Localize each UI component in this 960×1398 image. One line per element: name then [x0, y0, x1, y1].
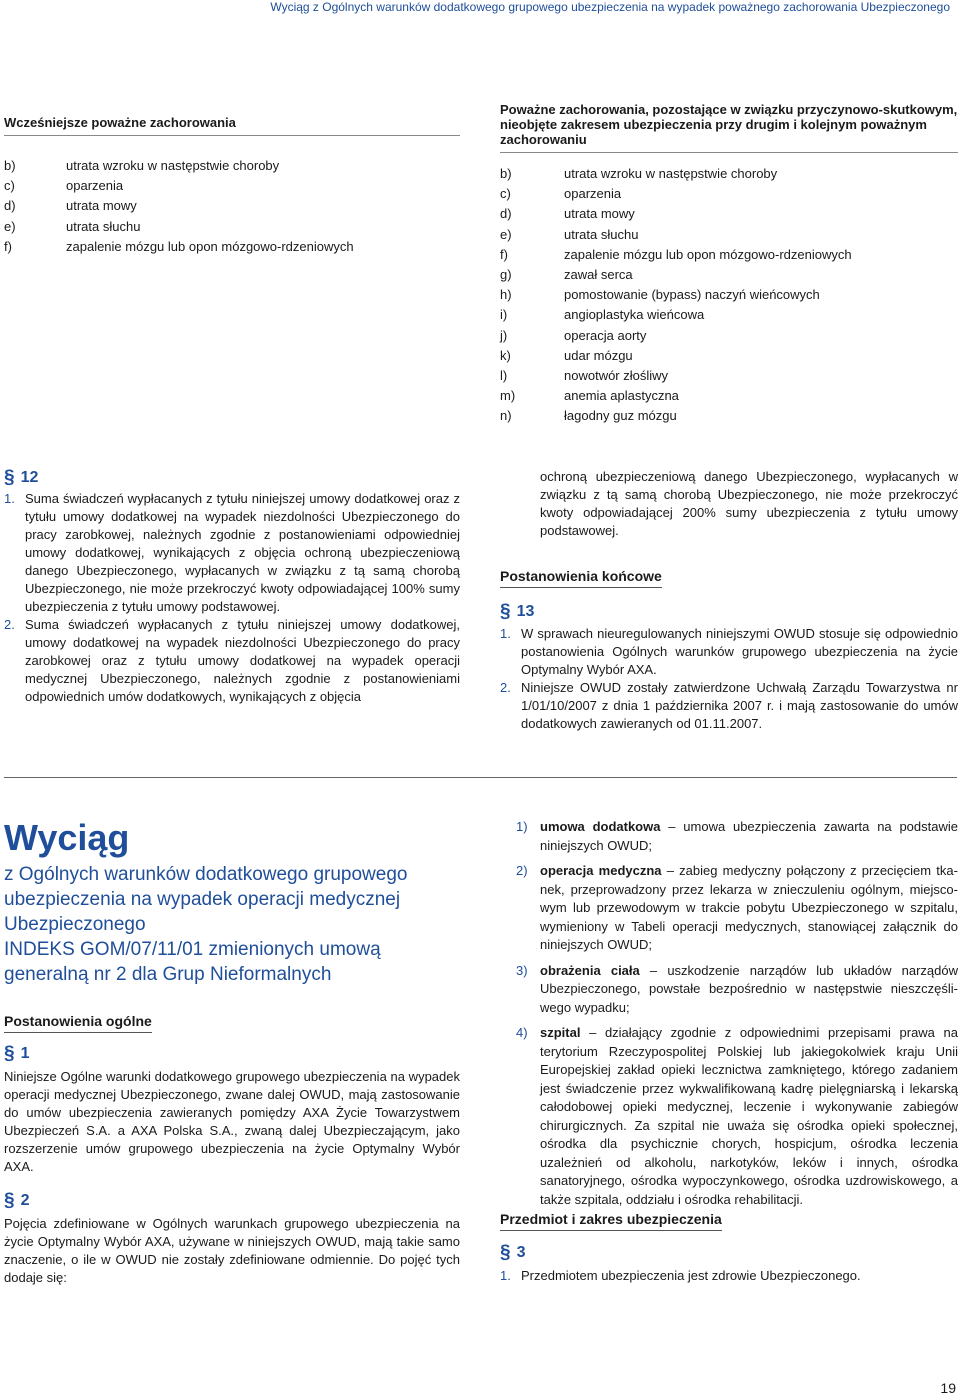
disease-item [500, 326, 958, 346]
disease-item [4, 176, 460, 196]
section-12-items [4, 490, 460, 706]
section-1-text: Niniejsze Ogólne warunki dodatkowego grupowego ubezpieczenia na wypadek operacji medycznej Ubezpieczonego, zwane dalej OWUD, mają zastosowanie do umów ubezpieczenia zawieranych pomiędzy AXA Życie Towarzystwem Ubezpieczeń S.A. a AXA Polska S.A., zwaną dalej Ubezpieczającym, jako rozszerzenie umów grupowego ubezpieczenia na życie Optymalny Wybór AXA. [4, 1069, 460, 1174]
disease-item [500, 184, 958, 204]
disease-letter: g) [500, 266, 512, 282]
disease-letter: m) [500, 388, 516, 404]
section-divider [4, 777, 957, 778]
extract-subtitle [4, 862, 460, 987]
section-sign-icon: § [500, 1242, 511, 1263]
definition-term: umowa dodatkowa [540, 819, 661, 834]
section-3-number: 3 [516, 1244, 526, 1261]
disease-name: zawał serca [564, 266, 633, 282]
disease-item [4, 237, 460, 257]
disease-name: utrata słuchu [66, 218, 141, 234]
disease-item [500, 245, 958, 265]
section-1-heading [4, 1044, 460, 1064]
disease-letter: c) [500, 186, 511, 202]
disease-letter: l) [500, 367, 508, 383]
section-13-heading [500, 602, 958, 622]
disease-name: utrata mowy [66, 198, 137, 214]
section-12-continuation-text: ochroną ubezpieczeniową danego Ubezpieczonego, wypłacanych w związku z tą samą chorobą Ubezpieczonego, nie może przekroczyć kwoty odpowiadającej 200% sumy ubezpieczenia z tytułu umowy podstawowej. [540, 469, 958, 538]
scope-section [500, 1210, 958, 1285]
disease-letter: b) [4, 158, 16, 173]
definition-text: – uszkodzenie narządów lub układów narządów Ubezpieczonego, powstałe bezpośrednio w następstwie nieszczęśliwego wypadku; [540, 962, 958, 1015]
general-provisions-title: Postanowienia ogólne [4, 1012, 152, 1033]
excluded-illnesses-list [500, 164, 958, 426]
item-text: Przedmiotem ubezpieczenia jest zdrowie Ubezpieczonego. [521, 1268, 861, 1283]
section-12-heading [4, 468, 460, 488]
disease-name: zapalenie mózgu lub opon mózgowo-rdzeniowych [66, 238, 354, 254]
section-13-number: 13 [516, 603, 535, 620]
section-1-number: 1 [20, 1045, 30, 1062]
disease-letter: f) [500, 246, 508, 262]
disease-name: pomostowanie (bypass) naczyń wieńcowych [564, 287, 820, 303]
definitions-list [516, 818, 958, 1216]
section-12-number: 12 [20, 469, 39, 486]
disease-name: zapalenie mózgu lub opon mózgowo-rdzeniowych [564, 246, 852, 262]
definition-term: szpital [540, 1025, 581, 1040]
section-2-text: Pojęcia zdefiniowane w Ogólnych warunkach grupowego ubezpieczenia na życie Optymalny Wybór AXA, używane w niniejszych OWUD, mają takie samo znaczenie, o ile w OWUD nie zostały zdefiniowane odmiennie. Do pojęć tych dodaje się: [4, 1216, 460, 1285]
page-number: 19 [940, 1380, 956, 1396]
subtitle-line: INDEKS GOM/07/11/01 zmienionych umową [4, 939, 381, 960]
section-sign-icon: § [4, 1190, 15, 1211]
paragraph-text: W sprawach nieuregulowanych niniejszymi OWUD stosuje się odpowiednio postanowienia Ogólnych warunków grupowego ubezpieczenia na życie Optymalny Wybór AXA. [521, 626, 958, 677]
definition-number: 2) [516, 863, 528, 878]
definition-item [516, 862, 958, 955]
disease-item [500, 366, 958, 386]
disease-letter: d) [4, 198, 16, 214]
subtitle-line: generalną nr 2 dla Grup Nieformalnych [4, 964, 332, 985]
running-header: Wyciąg z Ogólnych warunków dodatkowego grupowego ubezpieczenia na wypadek poważnego zachorowania Ubezpieczonego [270, 0, 950, 14]
disease-letter: f) [4, 238, 12, 254]
definition-text: – działający zgodnie z odpowiednimi przepisami prawa na terytorium Rzeczypospolitej Polskiej lub jakiegokolwiek kraju Unii Europejskiej zakład opieki lecznictwa zamkniętego, którego zadaniem jest świadczenie przez wykwalifikowaną kadrę pielęgniarską i lekarską całodobowej opieki medycznej, leczenie i wykonywanie zabiegów chirurgicznych. Za szpital nie uważa się ośrodka opieki społecznej, ośrodka dla psychicznie chorych, hospicjum, ośrodka leczenia uzależnień od alkoholu, narkotyków, leków i innych, ośrodka sanatoryjnego, ośrodka wypoczynkowego, ośrodka uzdrowiskowego, a także szpitala, oddziału i ośrodka rehabilitacji. [540, 1025, 958, 1207]
disease-name: oparzenia [66, 178, 124, 194]
disease-item [500, 346, 958, 366]
earlier-illnesses-list [4, 156, 460, 257]
definition-item [516, 962, 958, 1018]
disease-letter: j) [500, 327, 508, 343]
definition-term: operacja medyczna [540, 863, 662, 878]
definition-number: 1) [516, 819, 528, 834]
final-provisions-title: Postanowienia końcowe [500, 567, 662, 588]
general-provisions [4, 1012, 460, 1287]
final-provisions [500, 567, 958, 733]
disease-letter: i) [500, 307, 508, 323]
disease-name: nowotwór złośliwy [564, 367, 669, 383]
disease-letter: e) [500, 226, 512, 242]
definition-item [516, 818, 958, 855]
section-sign-icon: § [4, 467, 15, 488]
section-2-number: 2 [20, 1192, 30, 1209]
section-3-item [500, 1267, 958, 1285]
definition-number: 4) [516, 1025, 528, 1040]
disease-letter: b) [500, 166, 512, 181]
section-3-heading [500, 1243, 958, 1263]
disease-letter: n) [500, 408, 512, 424]
excluded-illnesses-table [500, 102, 958, 426]
extract-title: Wyciąg [4, 817, 130, 858]
paragraph-number: 1. [4, 491, 15, 506]
disease-item [500, 265, 958, 285]
paragraph-text: Suma świadczeń wypłacanych z tytułu niniejszej umowy dodatkowej, umowy dodatkowej na wypadek niezdolności Ubezpieczonego do pracy zarobkowej oraz z tytułu umowy dodatkowej na wypadek operacji medycznej Ubezpieczonego, należnych zgodnie z postanowieniami odpowiednich umów dodatkowych, wynikających z objęcia [25, 617, 460, 704]
definition-body [540, 1024, 958, 1209]
disease-name: oparzenia [564, 186, 622, 202]
definition-text: – zabieg medyczny połączony z przecięciem tkanek, przeprowadzony przez lekarza w znieczuleniu ogólnym, miejscowym lub przewodowym w trakcie pobytu Ubezpieczonego w szpitalu, wymieniony w Tabeli operacji medycznych, stanowiącej załącznik do niniejszych OWUD; [540, 863, 958, 952]
paragraph-text: Suma świadczeń wypłacanych z tytułu niniejszej umowy dodatkowej oraz z tytułu umowy dodatkowej na wypadek niezdolności Ubezpieczonego do pracy zarobkowej, należnych zgodnie z postanowieniami odpowiedniej umowy dodatkowej, wynikających z objęcia ochroną ubezpieczeniową danego Ubezpieczonego, wypłacanych w związku z tą samą chorobą Ubezpieczonego, nie może przekroczyć kwoty odpowiadającej 100% sumy ubezpieczenia z tytułu umowy podstawowej. [25, 491, 460, 614]
disease-letter: c) [4, 178, 15, 194]
numbered-paragraph [4, 490, 460, 616]
disease-item [500, 225, 958, 245]
disease-name: łagodny guz mózgu [564, 408, 677, 424]
definition-text: – umowa ubezpieczenia zawarta na podstawie niniejszych OWUD; [540, 819, 958, 853]
numbered-paragraph [500, 679, 958, 733]
subtitle-line: z Ogólnych warunków dodatkowego grupowego [4, 864, 408, 885]
item-number: 1. [500, 1268, 511, 1283]
numbered-paragraph [4, 616, 460, 706]
definition-body [540, 818, 958, 855]
extract-title-block [4, 818, 460, 987]
disease-name: utrata wzroku w następstwie choroby [66, 158, 280, 173]
disease-item [500, 386, 958, 406]
disease-name: utrata słuchu [564, 226, 639, 242]
disease-name: udar mózgu [564, 347, 633, 363]
paragraph-number: 1. [500, 626, 511, 641]
disease-letter: k) [500, 347, 511, 363]
disease-name: utrata mowy [564, 206, 635, 222]
disease-item [4, 196, 460, 216]
disease-name: operacja aorty [564, 327, 647, 343]
scope-title: Przedmiot i zakres ubezpieczenia [500, 1210, 722, 1231]
paragraph-number: 2. [4, 617, 15, 632]
disease-item [500, 204, 958, 224]
disease-letter: h) [500, 287, 512, 303]
subtitle-line: Ubezpieczonego [4, 914, 146, 935]
paragraph-text: Niniejsze OWUD zostały zatwierdzone Uchwałą Zarządu Towarzystwa nr 1/01/10/2007 z dnia 1 października 2007 r. i mają zastosowanie do umów dodatkowych zawieranych od 01.11.2007. [521, 680, 958, 731]
definition-item [516, 1024, 958, 1209]
excluded-illnesses-heading: Poważne zachorowania, pozostające w związku przyczynowo-skutkowym, nieobjęte zakresem ubezpieczenia przy drugim i kolejnym poważnym zachorowaniu [500, 102, 958, 153]
definition-number: 3) [516, 962, 528, 978]
disease-item [500, 406, 958, 426]
disease-item [500, 305, 958, 325]
section-13-items [500, 625, 958, 733]
section-12-continuation [540, 468, 958, 540]
definition-term: obrażenia ciała [540, 962, 640, 978]
section-12 [4, 468, 460, 706]
earlier-illnesses-heading: Wcześniejsze poważne zachorowania [4, 115, 460, 136]
disease-letter: e) [4, 218, 16, 234]
disease-item [4, 217, 460, 237]
section-sign-icon: § [4, 1043, 15, 1064]
disease-item [4, 156, 460, 176]
numbered-paragraph [500, 625, 958, 679]
definition-body [540, 962, 958, 1018]
earlier-illnesses-table [4, 115, 460, 257]
section-2-heading [4, 1191, 460, 1211]
paragraph-number: 2. [500, 680, 511, 695]
disease-name: angioplastyka wieńcowa [564, 307, 705, 323]
disease-name: anemia aplastyczna [564, 388, 679, 404]
disease-letter: d) [500, 206, 512, 222]
disease-item [500, 285, 958, 305]
subtitle-line: ubezpieczenia na wypadek operacji medycznej [4, 889, 401, 910]
disease-name: utrata wzroku w następstwie choroby [564, 166, 778, 181]
disease-item [500, 164, 958, 184]
definition-body [540, 862, 958, 955]
section-sign-icon: § [500, 601, 511, 622]
